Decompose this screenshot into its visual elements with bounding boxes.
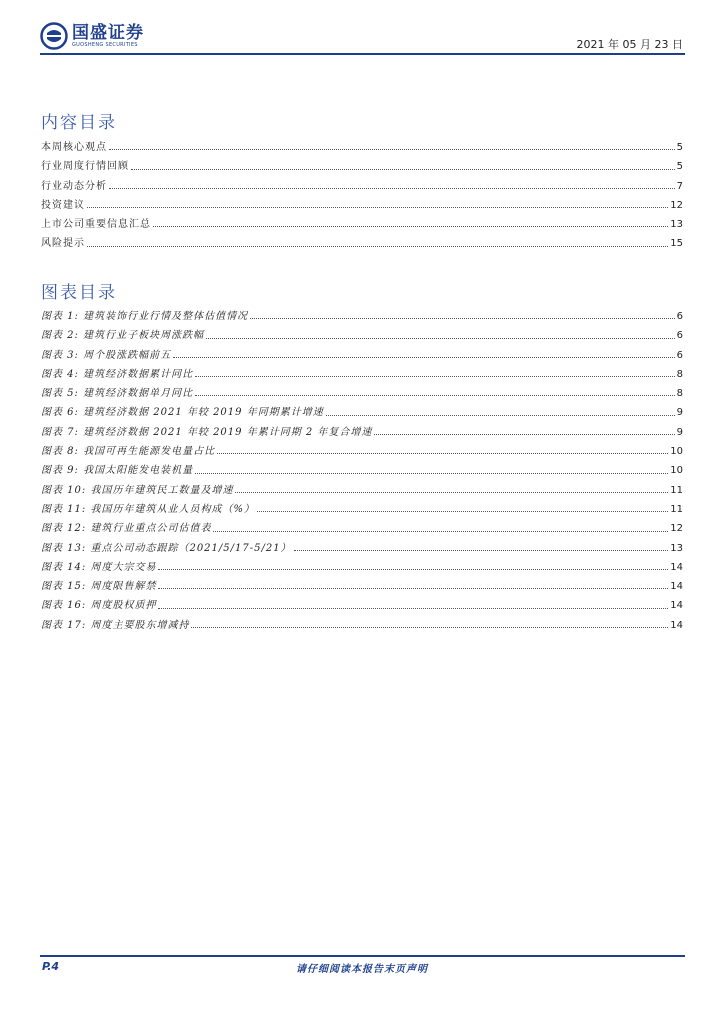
toc-entry-page: 10 [670, 446, 683, 458]
toc-entry-page: 6 [676, 311, 683, 322]
toc-entry-title: 图表 10: 我国历年建筑民工数量及增速 [41, 484, 234, 496]
figure-entry[interactable] [41, 423, 683, 442]
toc-entry-page: 5 [676, 161, 683, 173]
toc-entry-page: 15 [670, 238, 683, 250]
toc-entry-title: 行业动态分析 [41, 180, 107, 192]
toc-entry-page: 14 [670, 600, 683, 612]
toc-entry-title: 图表 17: 周度主要股东增减持 [41, 619, 190, 631]
report-date: 2021 年 05 月 23 日 [576, 38, 683, 51]
dot-leader [217, 453, 668, 454]
toc-entry-title: 图表 3: 周个股涨跌幅前五 [41, 349, 172, 361]
dot-leader [250, 318, 675, 319]
dot-leader [294, 550, 669, 551]
toc-entry-title: 行业周度行情回顾 [41, 161, 129, 173]
page-header [40, 20, 685, 54]
figure-entry[interactable] [41, 442, 683, 461]
toc-entry-page: 9 [676, 426, 683, 438]
dot-leader [326, 415, 675, 416]
toc-entry-title: 图表 9: 我国太阳能发电装机量 [41, 465, 194, 477]
toc-entry-title: 图表 1: 建筑装饰行业行情及整体估值情况 [41, 311, 249, 322]
dot-leader [109, 149, 675, 150]
dot-leader [213, 531, 668, 532]
toc-entry-page: 6 [676, 349, 683, 361]
figure-entry[interactable] [41, 346, 683, 365]
page-number: P.4 [42, 960, 60, 973]
toc-entry-page: 8 [676, 368, 683, 380]
dot-leader [153, 226, 668, 227]
header-divider [40, 53, 685, 55]
toc-entry-page: 14 [670, 619, 683, 631]
figure-entry[interactable] [41, 519, 683, 538]
figure-entry[interactable] [41, 500, 683, 519]
toc-entry-page: 11 [670, 484, 683, 496]
toc-entry-title: 图表 12: 建筑行业重点公司估值表 [41, 523, 212, 535]
toc-entry-page: 5 [676, 142, 683, 153]
figure-entry[interactable] [41, 616, 683, 635]
dot-leader [195, 376, 675, 377]
toc-entry-page: 13 [670, 219, 683, 231]
toc-entry-title: 图表 2: 建筑行业子板块周涨跌幅 [41, 330, 205, 342]
toc-entry-page: 12 [670, 199, 683, 211]
figures-list [41, 307, 683, 635]
toc-entry-title: 图表 8: 我国可再生能源发电量占比 [41, 446, 216, 458]
figures-title: 图表目录 [41, 283, 117, 303]
contents-entry[interactable] [41, 215, 683, 234]
dot-leader [195, 473, 668, 474]
dot-leader [257, 511, 668, 512]
contents-entry[interactable] [41, 157, 683, 176]
dot-leader [109, 188, 675, 189]
toc-entry-page: 7 [676, 180, 683, 192]
guosheng-logo-icon [40, 22, 68, 50]
toc-entry-page: 8 [676, 388, 683, 400]
figure-entry[interactable] [41, 384, 683, 403]
company-logo [40, 22, 144, 50]
contents-entry[interactable] [41, 138, 683, 157]
toc-entry-title: 图表 5: 建筑经济数据单月同比 [41, 388, 194, 400]
toc-entry-page: 11 [670, 503, 683, 515]
dot-leader [87, 246, 668, 247]
toc-entry-title: 图表 15: 周度限售解禁 [41, 581, 157, 593]
footer-divider [40, 955, 685, 957]
contents-list [41, 138, 683, 254]
dot-leader [131, 169, 675, 170]
dot-leader [158, 569, 668, 570]
toc-entry-title: 图表 11: 我国历年建筑从业人员构成（%） [41, 503, 255, 515]
figure-entry[interactable] [41, 365, 683, 384]
toc-entry-page: 12 [670, 523, 683, 535]
toc-entry-page: 10 [670, 465, 683, 477]
toc-entry-page: 13 [670, 542, 683, 554]
figure-entry[interactable] [41, 481, 683, 500]
figure-entry[interactable] [41, 539, 683, 558]
dot-leader [158, 608, 668, 609]
dot-leader [87, 207, 668, 208]
toc-entry-title: 图表 14: 周度大宗交易 [41, 561, 157, 573]
figure-entry[interactable] [41, 326, 683, 345]
dot-leader [206, 338, 675, 339]
toc-entry-title: 图表 6: 建筑经济数据 2021 年较 2019 年同期累计增速 [41, 407, 324, 419]
toc-entry-title: 图表 7: 建筑经济数据 2021 年较 2019 年累计同期 2 年复合增速 [41, 426, 373, 438]
contents-entry[interactable] [41, 177, 683, 196]
figure-entry[interactable] [41, 307, 683, 326]
footer-disclaimer: 请仔细阅读本报告末页声明 [296, 964, 428, 975]
logo-chinese-name: 国盛证券 [72, 22, 144, 43]
figure-entry[interactable] [41, 577, 683, 596]
dot-leader [191, 627, 668, 628]
figure-entry[interactable] [41, 403, 683, 422]
dot-leader [235, 492, 668, 493]
toc-entry-page: 14 [670, 561, 683, 573]
toc-entry-page: 9 [676, 407, 683, 419]
toc-entry-title: 投资建议 [41, 199, 85, 211]
dot-leader [173, 357, 675, 358]
logo-english-name: GUOSHENG SECURITIES [72, 41, 138, 48]
toc-entry-title: 图表 16: 周度股权质押 [41, 600, 157, 612]
dot-leader [158, 588, 668, 589]
contents-title: 内容目录 [41, 113, 117, 133]
toc-entry-title: 风险提示 [41, 238, 85, 250]
toc-entry-page: 14 [670, 581, 683, 593]
figure-entry[interactable] [41, 596, 683, 615]
toc-entry-page: 6 [676, 330, 683, 342]
figure-entry[interactable] [41, 461, 683, 480]
figure-entry[interactable] [41, 558, 683, 577]
toc-entry-title: 本周核心观点 [41, 142, 107, 153]
contents-entry[interactable] [41, 234, 683, 253]
dot-leader [374, 434, 674, 435]
contents-entry[interactable] [41, 196, 683, 215]
toc-entry-title: 图表 4: 建筑经济数据累计同比 [41, 368, 194, 380]
toc-entry-title: 图表 13: 重点公司动态跟踪（2021/5/17-5/21） [41, 542, 292, 554]
dot-leader [195, 395, 675, 396]
toc-entry-title: 上市公司重要信息汇总 [41, 219, 151, 231]
